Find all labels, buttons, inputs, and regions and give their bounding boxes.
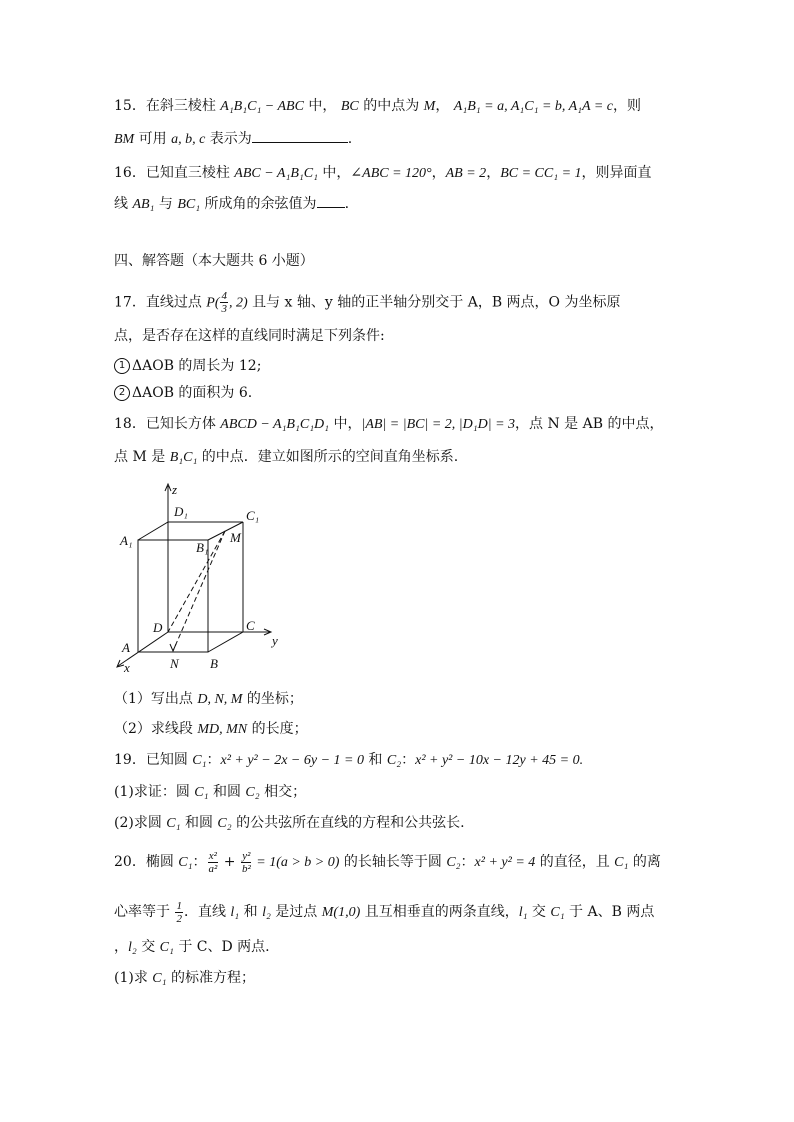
label-a: A: [122, 640, 130, 655]
q20-equation: x² + y² = 4: [474, 855, 536, 870]
q16-segment: BC₁: [177, 197, 201, 212]
label-d1: D₁: [174, 504, 188, 519]
q20-ellipse: C₁: [178, 855, 193, 870]
label-c: C: [246, 618, 255, 633]
q20-text: ：: [192, 854, 207, 870]
fraction-numerator: 1: [176, 899, 182, 912]
q15-text: 15．在斜三棱柱: [114, 98, 221, 114]
front-face: [138, 540, 208, 652]
question-18-line-2: [114, 447, 684, 468]
q18-box: ABCD − A₁B₁C₁D₁: [220, 417, 330, 432]
q20-text: 是过点: [270, 904, 322, 920]
q18-segments: MD, MN: [197, 722, 248, 737]
fraction-denominator: a²: [208, 862, 218, 875]
q18-text: ，点 N 是 AB 的中点，: [515, 416, 664, 432]
q15-text: ，则: [613, 98, 642, 114]
q18-text: 18．已知长方体: [114, 416, 221, 432]
q20-text: 的离: [628, 854, 661, 870]
q20-line: l₂: [128, 940, 137, 955]
q20-text: 于 A、B 两点: [564, 904, 655, 920]
q16-text: 中，: [317, 165, 351, 181]
label-m: M: [230, 530, 241, 545]
q20-text: 交: [136, 939, 160, 955]
q19-text: ：: [206, 752, 221, 768]
q16-text: ，: [486, 165, 501, 181]
q15-point: M: [423, 99, 436, 114]
q16-ab: AB = 2: [445, 166, 487, 181]
question-18-sub-2: [114, 719, 684, 740]
question-15-line-1: [114, 96, 684, 117]
q17-text: 且与 x 轴、y 轴的正半轴分别交于 A，B 两点，O 为坐标原: [247, 294, 621, 311]
q20-text: 和: [239, 904, 263, 920]
q15-text: ，: [435, 98, 454, 114]
q15-vectors: A₁B₁ = a, A₁C₁ = b, A₁A = c: [453, 99, 614, 114]
q19-text: (1)求证：圆: [114, 784, 195, 800]
q18-text: 点 M 是: [114, 449, 170, 465]
label-n: N: [170, 656, 179, 671]
q20-text: 且互相垂直的两条直线，: [360, 904, 519, 920]
q16-text: ，则异面直: [581, 165, 652, 181]
q20-text: (1)求: [114, 970, 153, 986]
fraction-denominator: 2: [176, 912, 182, 925]
fraction-numerator: 4: [221, 290, 227, 302]
q18-text: 的坐标；: [242, 691, 303, 707]
y-label: y: [272, 633, 278, 648]
q18-text: 的中点．建立如图所示的空间直角坐标系.: [197, 449, 459, 465]
q20-point: M(1,0): [321, 905, 361, 920]
q16-segment: AB₁: [132, 197, 155, 212]
q19-text: 19．已知圆: [114, 752, 193, 768]
fraction-numerator: x²: [208, 849, 217, 862]
fraction-denominator: 3: [221, 303, 227, 315]
answer-blank: [252, 128, 348, 143]
cuboid-diagram: [110, 480, 300, 675]
q16-text: .: [344, 196, 350, 212]
question-17-condition-1: [114, 356, 684, 376]
answer-blank: [317, 193, 345, 208]
condition-text: ΔAOB 的面积为 6.: [132, 385, 253, 401]
q15-text: 的中点为: [358, 98, 424, 114]
cuboid-figure: [110, 480, 300, 675]
q16-angle: ∠ABC = 120°: [350, 166, 432, 181]
q20-text: 的直径，且: [535, 854, 615, 870]
q18-text: （2）求线段: [114, 721, 198, 737]
q18-points: D, N, M: [197, 692, 243, 707]
q20-ellipse: C₁: [614, 855, 629, 870]
label-c1: C₁: [246, 508, 260, 523]
question-17-condition-2: [114, 383, 684, 403]
q20-circle: C₂: [446, 855, 461, 870]
q19-equation: x² + y² − 10x − 12y + 45 = 0.: [415, 753, 584, 768]
question-19-line-1: [114, 750, 684, 771]
q20-text: 心率等于: [114, 904, 175, 920]
q19-circle: C₁: [194, 785, 209, 800]
q20-fraction-x: [207, 850, 218, 875]
q20-text: ：: [460, 854, 475, 870]
question-19-line-2: [114, 782, 684, 803]
q20-text: 20．椭圆: [114, 854, 179, 870]
q19-text: (2)求圆: [114, 815, 167, 831]
q17-fraction: [220, 290, 228, 315]
q17-point: , 2): [228, 295, 248, 311]
q19-circle: C₂: [245, 785, 260, 800]
question-19-line-3: [114, 813, 684, 834]
q20-line: l₁: [230, 905, 240, 920]
q20-line: l₂: [262, 905, 271, 920]
q18-text: 的长度；: [247, 721, 308, 737]
label-a1: A₁: [120, 533, 133, 548]
q16-bc: BC = CC₁ = 1: [500, 166, 582, 181]
question-20-line-1: [114, 848, 684, 877]
q18-segment: B₁C₁: [169, 450, 198, 465]
q20-equation: = 1(a > b > 0): [252, 855, 340, 870]
q16-text: 所成角的余弦值为: [200, 196, 317, 212]
fraction-denominator: b²: [241, 862, 251, 875]
q20-line: l₁: [518, 905, 528, 920]
condition-text: ΔAOB 的周长为 12;: [132, 358, 262, 374]
label-b1: B₁: [196, 540, 209, 555]
q20-plus: +: [219, 854, 240, 870]
q19-text: ：: [401, 752, 416, 768]
q17-point: P(: [206, 295, 220, 311]
q17-text: 17．直线过点: [114, 294, 207, 311]
q15-text: 表示为: [205, 131, 252, 147]
q20-ellipse: C₁: [159, 940, 174, 955]
q20-fraction-half: [175, 900, 183, 925]
q19-text: 的公共弦所在直线的方程和公共弦长.: [231, 815, 465, 831]
q20-text: 的标准方程；: [166, 970, 255, 986]
q19-text: 和: [363, 752, 387, 768]
q20-text: ．直线: [183, 904, 231, 920]
q16-prism: ABC − A₁B₁C₁: [234, 166, 318, 181]
q16-text: 与: [154, 196, 178, 212]
q20-text: 交: [527, 904, 551, 920]
q15-segment: BC: [340, 99, 359, 114]
circled-number: 1: [114, 358, 130, 374]
q15-text: 可用: [134, 131, 172, 147]
label-b: B: [210, 656, 218, 671]
question-20-line-3: [114, 937, 684, 958]
q19-circle: C₂: [386, 753, 402, 768]
top-face: [138, 522, 243, 540]
question-16-line-2: [114, 193, 684, 215]
n-marker: [170, 644, 176, 651]
fraction-numerator: y²: [242, 849, 251, 862]
q20-text: ，: [114, 939, 128, 955]
q15-text: .: [347, 131, 353, 147]
label-d: D: [153, 620, 163, 635]
question-20-line-4: [114, 968, 684, 989]
question-17-line-2: 点，是否存在这样的直线同时满足下列条件:: [114, 328, 385, 344]
q16-text: 线: [114, 196, 133, 212]
question-18-sub-1: [114, 689, 684, 710]
q18-lengths: |AB| = |BC| = 2, |D₁D| = 3: [361, 417, 516, 432]
q15-text: 中，: [303, 98, 341, 114]
q20-ellipse: C₁: [550, 905, 565, 920]
q19-text: 和圆: [208, 784, 246, 800]
question-20-line-2: [114, 898, 684, 927]
q19-text: 和圆: [180, 815, 218, 831]
q19-circle: C₁: [166, 816, 181, 831]
q19-equation: x² + y² − 2x − 6y − 1 = 0: [220, 753, 364, 768]
q20-text: 的长轴长等于圆: [339, 854, 447, 870]
q18-text: （1）写出点: [114, 691, 198, 707]
q16-text: 16．已知直三棱柱: [114, 165, 235, 181]
q20-text: 于 C、D 两点.: [173, 939, 270, 955]
question-18-line-1: [114, 414, 684, 435]
q19-circle: C₁: [192, 753, 207, 768]
q15-vectors-abc: a, b, c: [171, 132, 206, 147]
x-label: x: [124, 660, 130, 675]
question-16-line-1: [114, 163, 684, 184]
question-15-line-2: [114, 128, 684, 150]
q16-text: ，: [431, 165, 446, 181]
q18-text: 中，: [329, 416, 362, 432]
z-label: z: [172, 482, 178, 497]
q19-text: 相交；: [259, 784, 307, 800]
q20-ellipse: C₁: [152, 971, 167, 986]
q15-prism: A₁B₁C₁ − ABC: [220, 99, 304, 114]
q20-fraction-y: [241, 850, 252, 875]
q15-vector-bm: BM: [114, 132, 135, 147]
section-heading: 四、解答题（本大题共 6 小题）: [114, 253, 314, 269]
question-17-line-1: [114, 290, 684, 316]
q19-circle: C₂: [217, 816, 232, 831]
circled-number: 2: [114, 385, 130, 401]
